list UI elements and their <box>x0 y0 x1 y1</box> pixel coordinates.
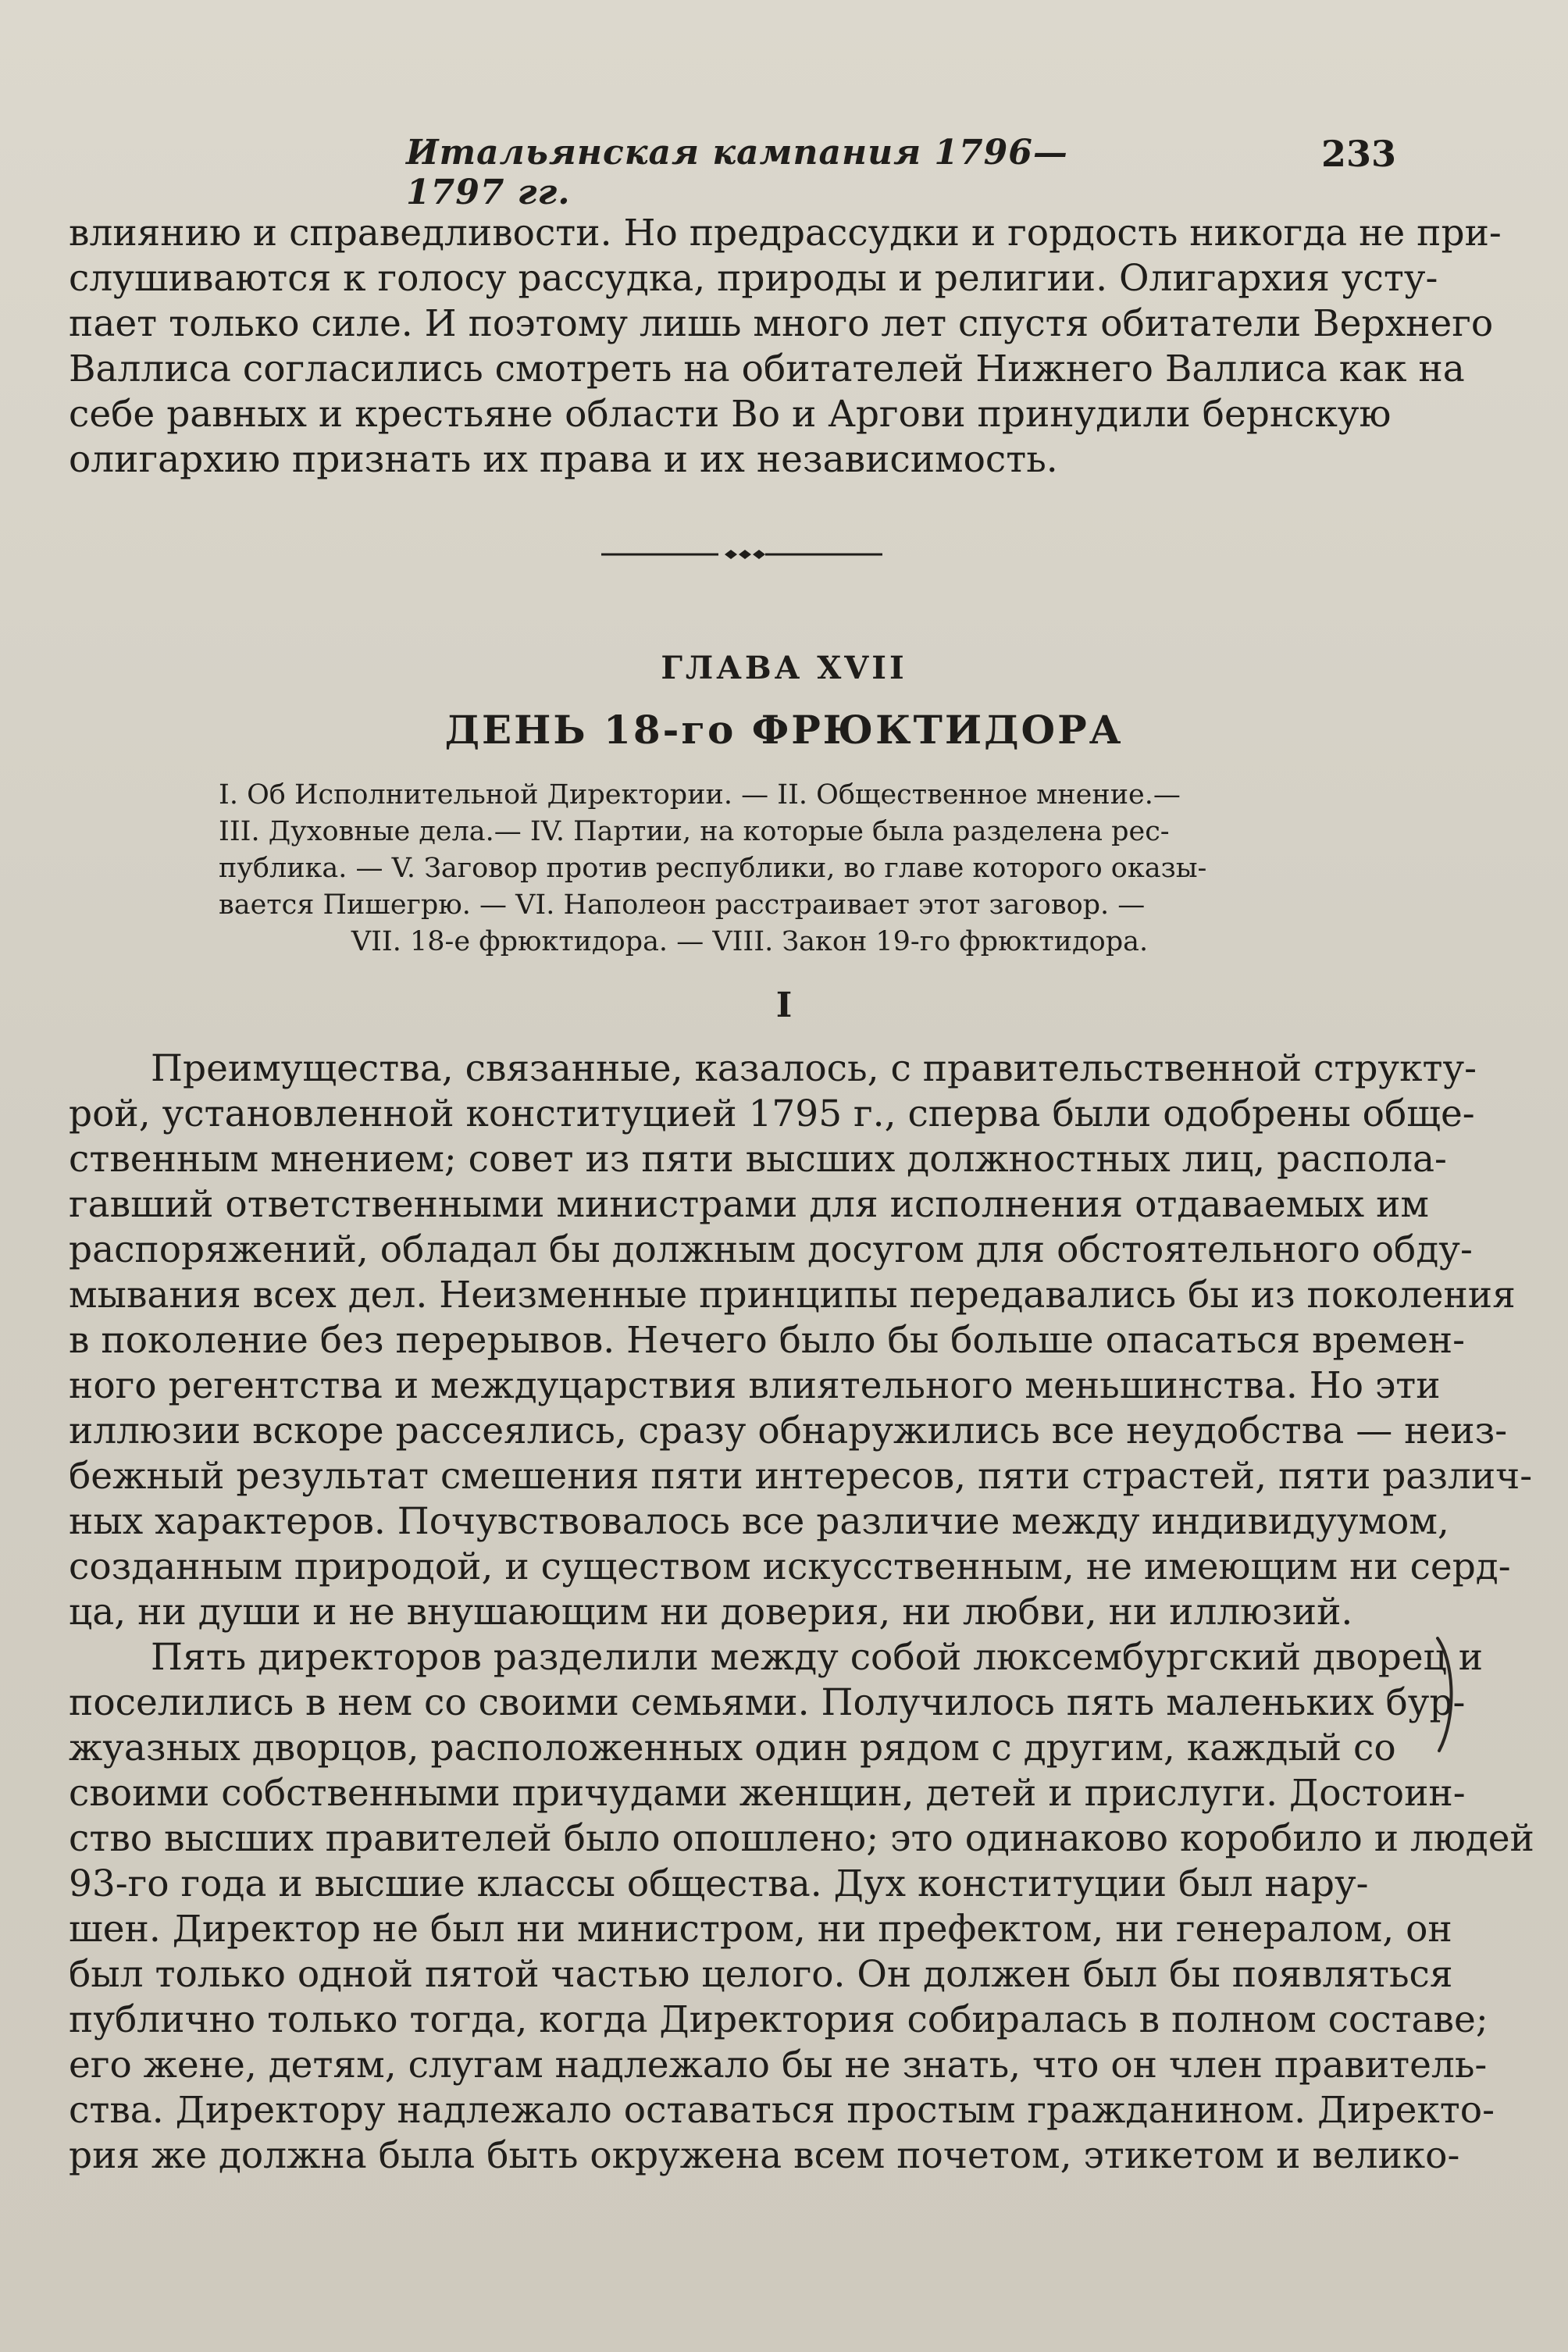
text-line: ного регентства и междуцарствия влиятельного меньшинства. Но эти <box>69 1364 1441 1407</box>
summary-line: VII. 18-е фрюктидора. — VIII. Закон 19-го фрюктидора. <box>351 926 1149 957</box>
summary-line: вается Пишегрю. — VI. Наполеон расстраивает этот заговор. — <box>219 889 1146 921</box>
chapter-summary <box>219 777 1281 960</box>
summary-line: III. Духовные дела.— IV. Партии, на которые была разделена рес- <box>219 816 1170 847</box>
text-line: публично только тогда, когда Директория собиралась в полном составе; <box>69 1998 1488 2041</box>
section-divider-ornament <box>601 547 882 562</box>
text-line: ство высших правителей было опошлено; это одинаково коробило и людей <box>69 1817 1534 1860</box>
text-line: ных характеров. Почувствовалось все различие между индивидуумом, <box>69 1500 1449 1543</box>
summary-line: публика. — V. Заговор против республики, во главе которого оказы- <box>219 853 1207 884</box>
running-title: Итальянская кампания 1796—1797 гг. <box>406 133 1068 212</box>
chapter-label: ГЛАВА XVII <box>661 650 907 686</box>
text-line: своими собственными причудами женщин, детей и прислуги. Достоин- <box>69 1772 1466 1815</box>
text-line: жуазных дворцов, расположенных один рядом с другим, каждый со <box>69 1727 1396 1769</box>
text-line: гавший ответственными министрами для исполнения отдаваемых им <box>69 1183 1429 1226</box>
text-line: поселились в нем со своими семьями. Получилось пять маленьких бур- <box>69 1681 1466 1724</box>
text-line: бежный результат смешения пяти интересов, пяти страстей, пяти различ- <box>69 1455 1533 1498</box>
text-line: ца, ни души и не внушающим ни доверия, ни любви, ни иллюзий. <box>69 1591 1353 1634</box>
text-line: Преимущества, связанные, казалось, с правительственной структу- <box>151 1047 1477 1090</box>
text-line: был только одной пятой частью целого. Он должен был бы появляться <box>69 1953 1453 1996</box>
body-paragraph <box>69 1635 1534 2179</box>
body-paragraph <box>69 1046 1533 1635</box>
text-line: Валлиса согласились смотреть на обитателей Нижнего Валлиса как на <box>69 347 1465 390</box>
text-line: ства. Директору надлежало оставаться простым гражданином. Директо- <box>69 2089 1495 2132</box>
text-line: Пять директоров разделили между собой люксембургский дворец и <box>151 1636 1484 1679</box>
text-line: рия же должна была быть окружена всем почетом, этикетом и велико- <box>69 2134 1460 2177</box>
text-line: ственным мнением; совет из пяти высших должностных лиц, распола- <box>69 1138 1447 1181</box>
text-line: распоряжений, обладал бы должным досугом для обстоятельного обду- <box>69 1228 1473 1271</box>
chapter-title: ДЕНЬ 18-го ФРЮКТИДОРА <box>444 707 1124 753</box>
text-line: пает только силе. И поэтому лишь много лет спустя обитатели Верхнего <box>69 302 1494 345</box>
text-line: шен. Директор не был ни министром, ни префектом, ни генералом, он <box>69 1908 1452 1951</box>
text-line: себе равных и крестьяне области Во и Аргови принудили бернскую <box>69 393 1392 436</box>
page-header <box>0 133 1568 212</box>
text-line: рой, установленной конституцией 1795 г., сперва были одобрены обще- <box>69 1092 1475 1135</box>
text-line: 93-го года и высшие классы общества. Дух конституции был нару- <box>69 1862 1369 1905</box>
text-line: иллюзии вскоре рассеялись, сразу обнаружились все неудобства — неиз- <box>69 1409 1508 1452</box>
intro-paragraph <box>69 211 1502 483</box>
handwritten-bracket-mark <box>1433 1632 1464 1757</box>
text-line: влиянию и справедливости. Но предрассудки и гордость никогда не при- <box>69 212 1502 255</box>
text-line: созданным природой, и существом искусственным, не имеющим ни серд- <box>69 1545 1511 1588</box>
section-number: I <box>775 985 793 1025</box>
page-number: 233 <box>1320 133 1396 175</box>
text-line: олигархию признать их права и их независимость. <box>69 438 1058 481</box>
text-line: слушиваются к голосу рассудка, природы и религии. Олигархия усту- <box>69 257 1438 300</box>
summary-line: I. Об Исполнительной Директории. — II. Общественное мнение.— <box>219 779 1181 811</box>
text-line: его жене, детям, слугам надлежало бы не знать, что он член правитель- <box>69 2044 1488 2087</box>
text-line: мывания всех дел. Неизменные принципы передавались бы из поколения <box>69 1274 1516 1317</box>
text-line: в поколение без перерывов. Нечего было бы больше опасаться времен- <box>69 1319 1465 1362</box>
